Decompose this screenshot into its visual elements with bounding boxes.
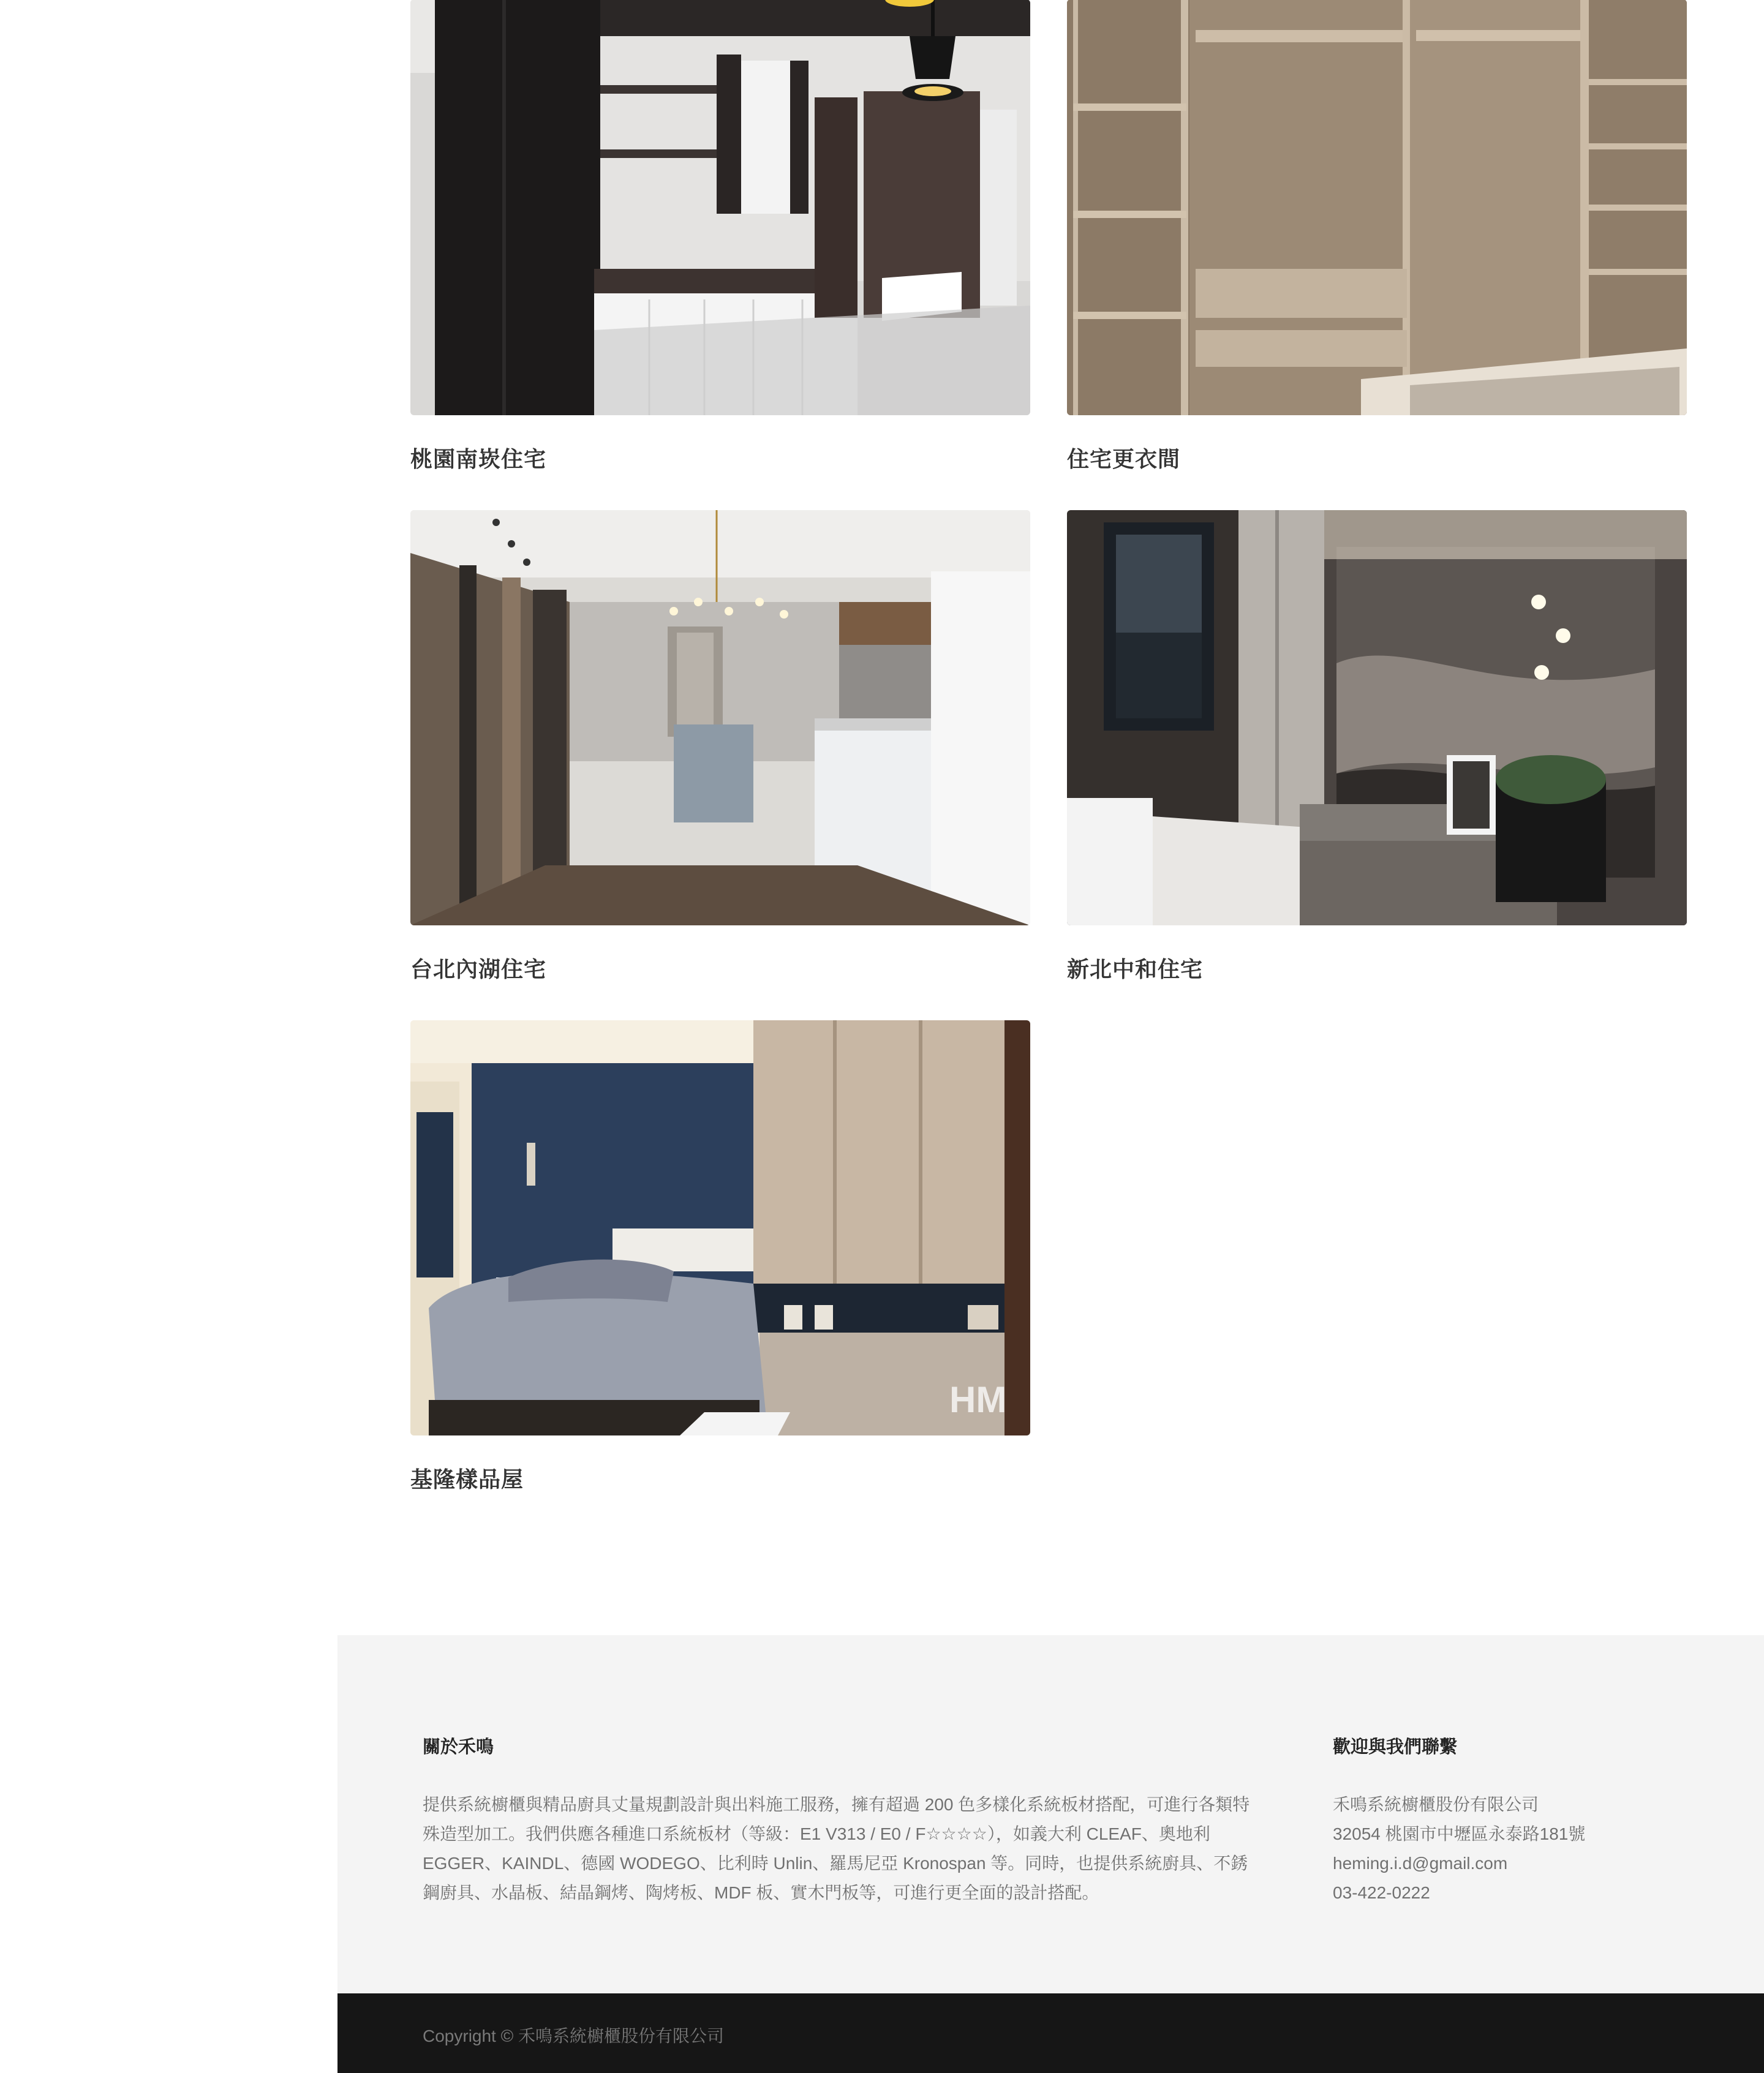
portfolio-card-title[interactable]: 新北中和住宅 — [1067, 957, 1204, 982]
footer-about-heading: 關於禾鳴 — [423, 1737, 494, 1757]
footer-about-text: 提供系統櫥櫃與精品廚具丈量規劃設計與出料施工服務，擁有超過 200 色多樣化系統板材搭配，可進行各類特殊造型加工。我們供應各種進口系統板材（等級：E1 V313 / E0 / F☆☆☆☆），如義大利 CLEAF、奧地利 EGGER、KAINDL、德國 WODEGO、比利時 Unlin、羅馬尼亞 Kronospan 等。同時，也提供系統廚具、不銹鋼廚具、水晶板、結晶鋼烤、陶烤板、MDF 板、實木門板等，可進行更全面的設計搭配。 — [423, 1795, 1250, 1902]
show-house-bedroom-image — [410, 1020, 1030, 1435]
portfolio-thumbnail-open-kitchen[interactable] — [410, 510, 1030, 925]
portfolio-thumbnail-walk-in-closet[interactable] — [1067, 0, 1687, 415]
portfolio-thumbnail-show-house-bedroom[interactable] — [410, 1020, 1030, 1435]
portfolio-card-title[interactable]: 台北內湖住宅 — [410, 957, 547, 982]
contact-email[interactable]: heming.i.d@gmail.com — [1333, 1854, 1508, 1873]
footer-contact — [1333, 1733, 1585, 1908]
portfolio-thumbnail-living-room-cabinets[interactable] — [410, 0, 1030, 415]
portfolio-card-title[interactable]: 基隆樣品屋 — [410, 1467, 524, 1492]
portfolio-card[interactable] — [1067, 510, 1687, 984]
portfolio-card[interactable] — [410, 1020, 1030, 1494]
living-room-image — [410, 0, 1030, 415]
copyright-bar — [337, 1993, 1764, 2073]
bedroom-marble-wall-image — [1067, 510, 1687, 925]
portfolio-thumbnail-bedroom-marble-wall[interactable] — [1067, 510, 1687, 925]
hm-watermark: HM — [949, 1379, 1007, 1420]
portfolio-card-title[interactable]: 住宅更衣間 — [1067, 446, 1181, 472]
portfolio-card[interactable] — [410, 0, 1030, 473]
site-footer — [337, 1635, 1764, 1993]
contact-phone[interactable]: 03-422-0222 — [1333, 1883, 1430, 1902]
portfolio-card[interactable] — [410, 510, 1030, 984]
walk-in-closet-image — [1067, 0, 1687, 415]
contact-address: 32054 桃園市中壢區永泰路181號 — [1333, 1824, 1586, 1843]
copyright-text: Copyright © 禾鳴系統櫥櫃股份有限公司 — [423, 2026, 725, 2045]
footer-about — [423, 1733, 1256, 1908]
open-kitchen-image — [410, 510, 1030, 925]
footer-contact-heading: 歡迎與我們聯繫 — [1333, 1737, 1458, 1757]
portfolio-card-title[interactable]: 桃園南崁住宅 — [410, 446, 547, 472]
portfolio-card[interactable] — [1067, 0, 1687, 473]
contact-company: 禾鳴系統櫥櫃股份有限公司 — [1333, 1795, 1539, 1814]
